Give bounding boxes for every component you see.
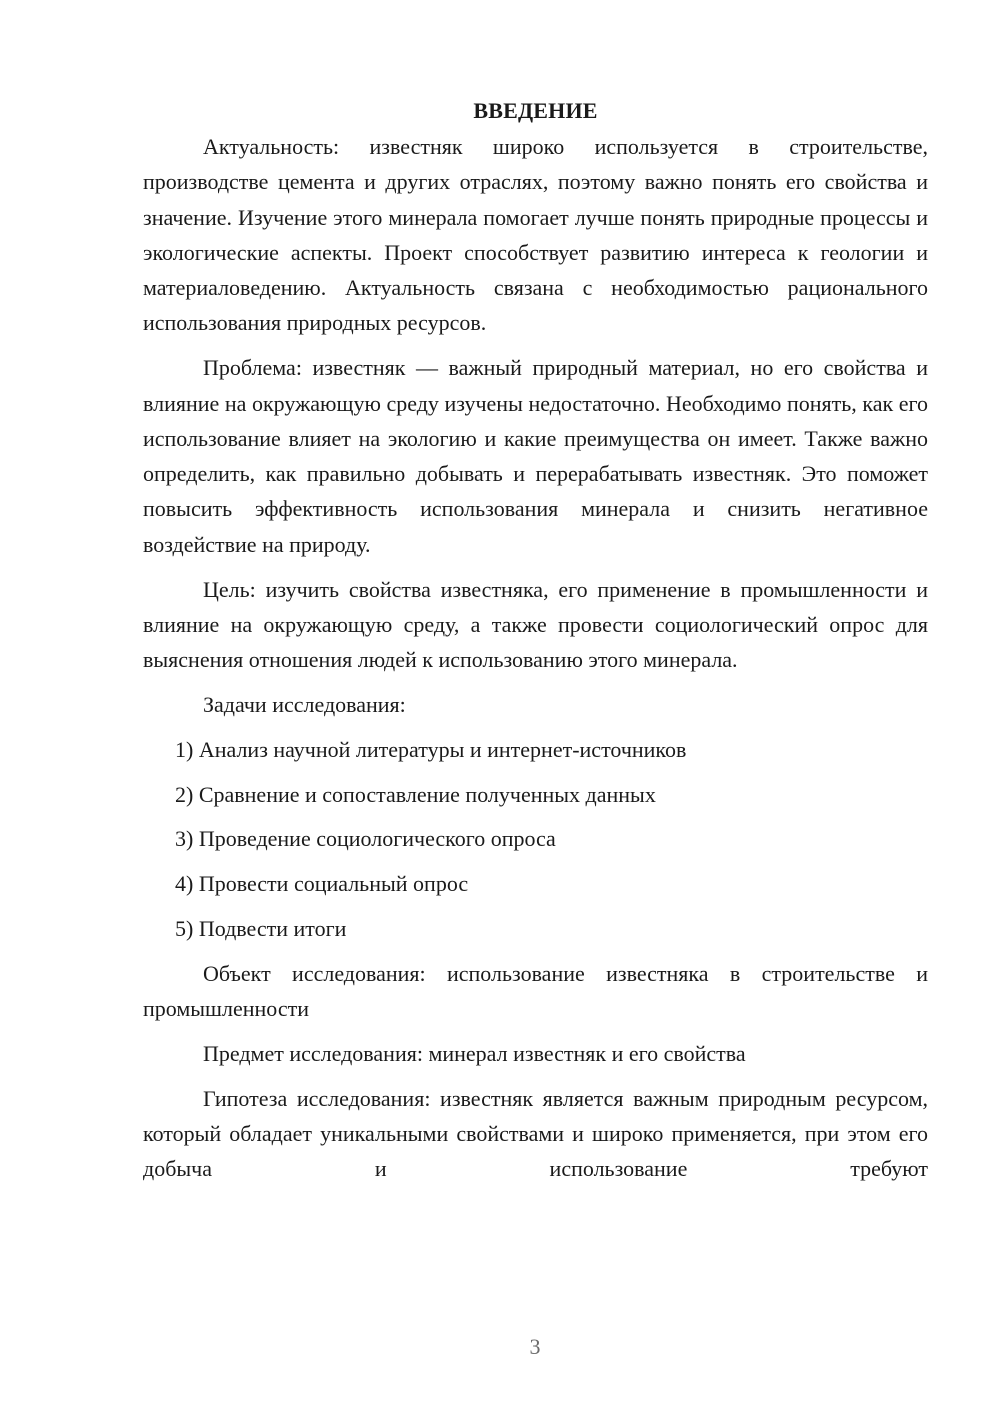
list-item: 5) Подвести итоги xyxy=(175,915,347,941)
paragraph-problem: Проблема: известняк — важный природный материал, но его свойства и влияние на окружающую среду изучены недостаточно. Необходимо понять, как его использование влияет на экологию и какие преимущества он имеет. Также важно определить, как правильно добывать и перерабатывать известняк. Это поможет повысить эффективность использования минерала и снизить негативное воздействие на природу. xyxy=(143,355,928,557)
tasks-heading: Задачи исследования: xyxy=(203,691,406,717)
tasks-list xyxy=(143,732,928,946)
paragraph-goal: Цель: изучить свойства известняка, его применение в промышленности и влияние на окружающую среду, а также провести социологический опрос для выяснения отношения людей к использованию этого минерала. xyxy=(143,576,928,673)
paragraph-hypothesis: Гипотеза исследования: известняк является важным природным ресурсом, который обладает уникальными свойствами и широко применяется, при этом его добыча и использование требуют xyxy=(143,1085,928,1182)
page-title: ВВЕДЕНИЕ xyxy=(473,98,598,123)
list-item: 1) Анализ научной литературы и интернет-источников xyxy=(175,736,687,762)
list-item: 4) Провести социальный опрос xyxy=(175,871,469,897)
list-item: 3) Проведение социологического опроса xyxy=(175,826,556,852)
paragraph-object: Объект исследования: использование известняка в строительстве и промышленности xyxy=(143,960,928,1022)
list-item: 2) Сравнение и сопоставление полученных данных xyxy=(175,781,656,807)
document-page xyxy=(143,93,928,1187)
page-number: 3 xyxy=(529,1334,541,1359)
paragraph-relevance: Актуальность: известняк широко используется в строительстве, производстве цемента и других отраслях, поэтому важно понять его свойства и значение. Изучение этого минерала помогает лучше понять природные процессы и экологические аспекты. Проект способствует развитию интереса к геологии и материаловедению. Актуальность связана с необходимостью рационального использования природных ресурсов. xyxy=(143,134,928,336)
paragraph-subject: Предмет исследования: минерал известняк и его свойства xyxy=(203,1040,746,1066)
